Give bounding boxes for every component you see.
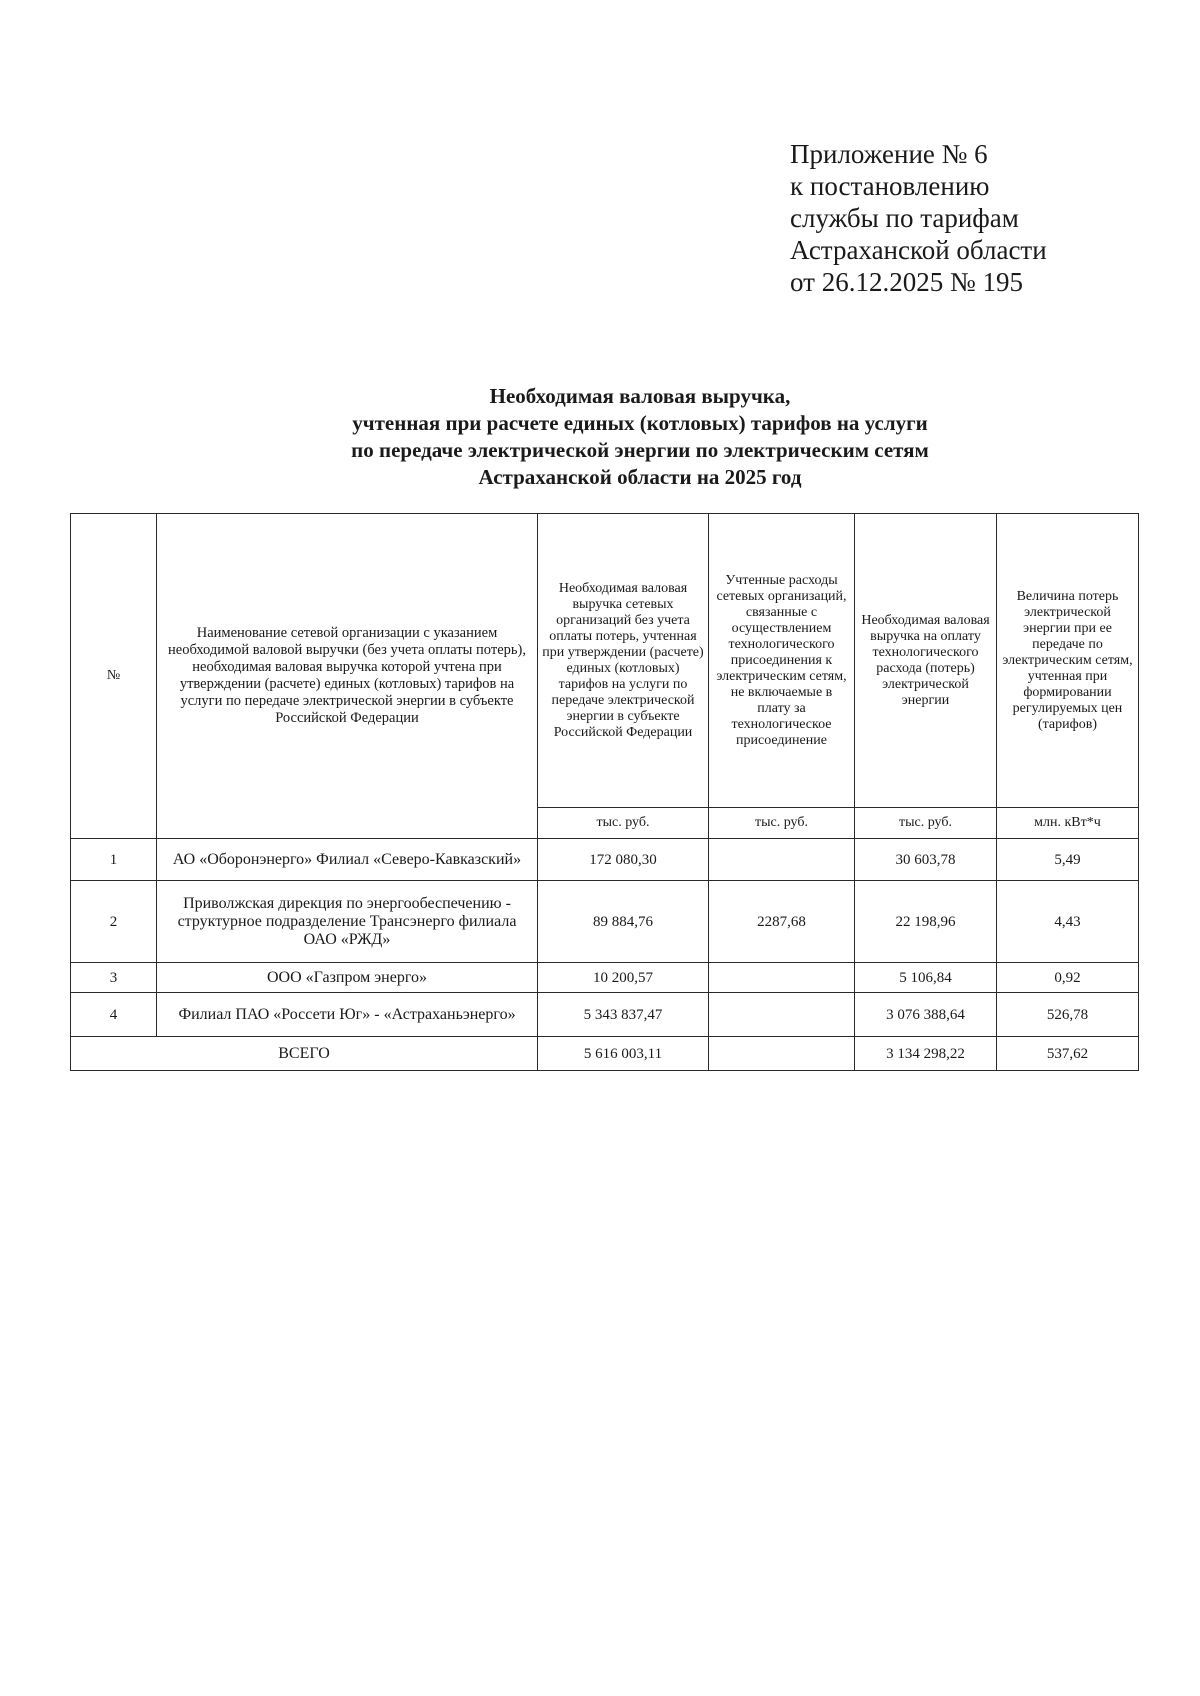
row-losses-volume: 4,43 bbox=[997, 881, 1139, 963]
row-nvv: 89 884,76 bbox=[538, 881, 709, 963]
unit-losses-volume: млн. кВт*ч bbox=[997, 808, 1139, 839]
unit-losses-cost: тыс. руб. bbox=[855, 808, 997, 839]
total-row bbox=[71, 1037, 1139, 1071]
appendix-line: службы по тарифам bbox=[790, 203, 1019, 233]
row-losses-cost: 22 198,96 bbox=[855, 881, 997, 963]
row-tp-costs bbox=[709, 963, 855, 993]
title-line: Астраханской области на 2025 год bbox=[478, 465, 802, 489]
row-nvv: 10 200,57 bbox=[538, 963, 709, 993]
total-label: ВСЕГО bbox=[71, 1037, 538, 1071]
header-losses-volume: Величина потерь электрической энергии при ее передаче по электрическим сетям, учтенная при формировании регулируемых цен (тарифов) bbox=[997, 514, 1139, 808]
row-org-name: ООО «Газпром энерго» bbox=[157, 963, 538, 993]
row-num: 2 bbox=[71, 881, 157, 963]
row-nvv: 172 080,30 bbox=[538, 839, 709, 881]
document-title bbox=[240, 383, 1040, 491]
title-line: Необходимая валовая выручка, bbox=[489, 384, 791, 408]
row-losses-cost: 5 106,84 bbox=[855, 963, 997, 993]
total-losses-cost: 3 134 298,22 bbox=[855, 1037, 997, 1071]
appendix-line: к постановлению bbox=[790, 171, 990, 201]
row-losses-volume: 526,78 bbox=[997, 993, 1139, 1037]
unit-tp-costs: тыс. руб. bbox=[709, 808, 855, 839]
header-num: № bbox=[71, 514, 157, 839]
row-org-name: Приволжская дирекция по энергообеспечению - структурное подразделение Трансэнерго филиала ОАО «РЖД» bbox=[157, 881, 538, 963]
title-line: по передаче электрической энергии по электрическим сетям bbox=[351, 438, 929, 462]
header-org-name: Наименование сетевой организации с указанием необходимой валовой выручки (без учета оплаты потерь), необходимая валовая выручка которой учтена при утверждении (расчете) единых (котловых) тарифов на услуги по передаче электрической энергии в субъекте Российской Федерации bbox=[157, 514, 538, 839]
header-tp-costs: Учтенные расходы сетевых организаций, связанные с осуществлением технологического присоединения к электрическим сетям, не включаемые в плату за технологическое присоединение bbox=[709, 514, 855, 808]
row-num: 4 bbox=[71, 993, 157, 1037]
table-row bbox=[71, 839, 1139, 881]
total-losses-volume: 537,62 bbox=[997, 1037, 1139, 1071]
appendix-line: Астраханской области bbox=[790, 235, 1047, 265]
header-nvv: Необходимая валовая выручка сетевых организаций без учета оплаты потерь, учтенная при утверждении (расчете) единых (котловых) тарифов на услуги по передаче электрической энергии в субъекте Российской Федерации bbox=[538, 514, 709, 808]
table-row bbox=[71, 993, 1139, 1037]
row-losses-cost: 3 076 388,64 bbox=[855, 993, 997, 1037]
row-tp-costs bbox=[709, 993, 855, 1037]
row-tp-costs bbox=[709, 839, 855, 881]
appendix-line: Приложение № 6 bbox=[790, 139, 988, 169]
header-row bbox=[71, 514, 1139, 808]
row-num: 3 bbox=[71, 963, 157, 993]
appendix-line: от 26.12.2025 № 195 bbox=[790, 267, 1023, 297]
table-row bbox=[71, 881, 1139, 963]
appendix-header bbox=[790, 138, 1150, 298]
row-org-name: Филиал ПАО «Россети Юг» - «Астраханьэнерго» bbox=[157, 993, 538, 1037]
row-losses-volume: 5,49 bbox=[997, 839, 1139, 881]
total-nvv: 5 616 003,11 bbox=[538, 1037, 709, 1071]
header-losses-cost: Необходимая валовая выручка на оплату технологического расхода (потерь) электрической энергии bbox=[855, 514, 997, 808]
row-num: 1 bbox=[71, 839, 157, 881]
row-tp-costs: 2287,68 bbox=[709, 881, 855, 963]
table-row bbox=[71, 963, 1139, 993]
total-tp-costs bbox=[709, 1037, 855, 1071]
unit-nvv: тыс. руб. bbox=[538, 808, 709, 839]
revenue-table bbox=[70, 513, 1139, 1071]
row-losses-cost: 30 603,78 bbox=[855, 839, 997, 881]
row-org-name: АО «Оборонэнерго» Филиал «Северо-Кавказский» bbox=[157, 839, 538, 881]
row-nvv: 5 343 837,47 bbox=[538, 993, 709, 1037]
title-line: учтенная при расчете единых (котловых) тарифов на услуги bbox=[352, 411, 928, 435]
row-losses-volume: 0,92 bbox=[997, 963, 1139, 993]
